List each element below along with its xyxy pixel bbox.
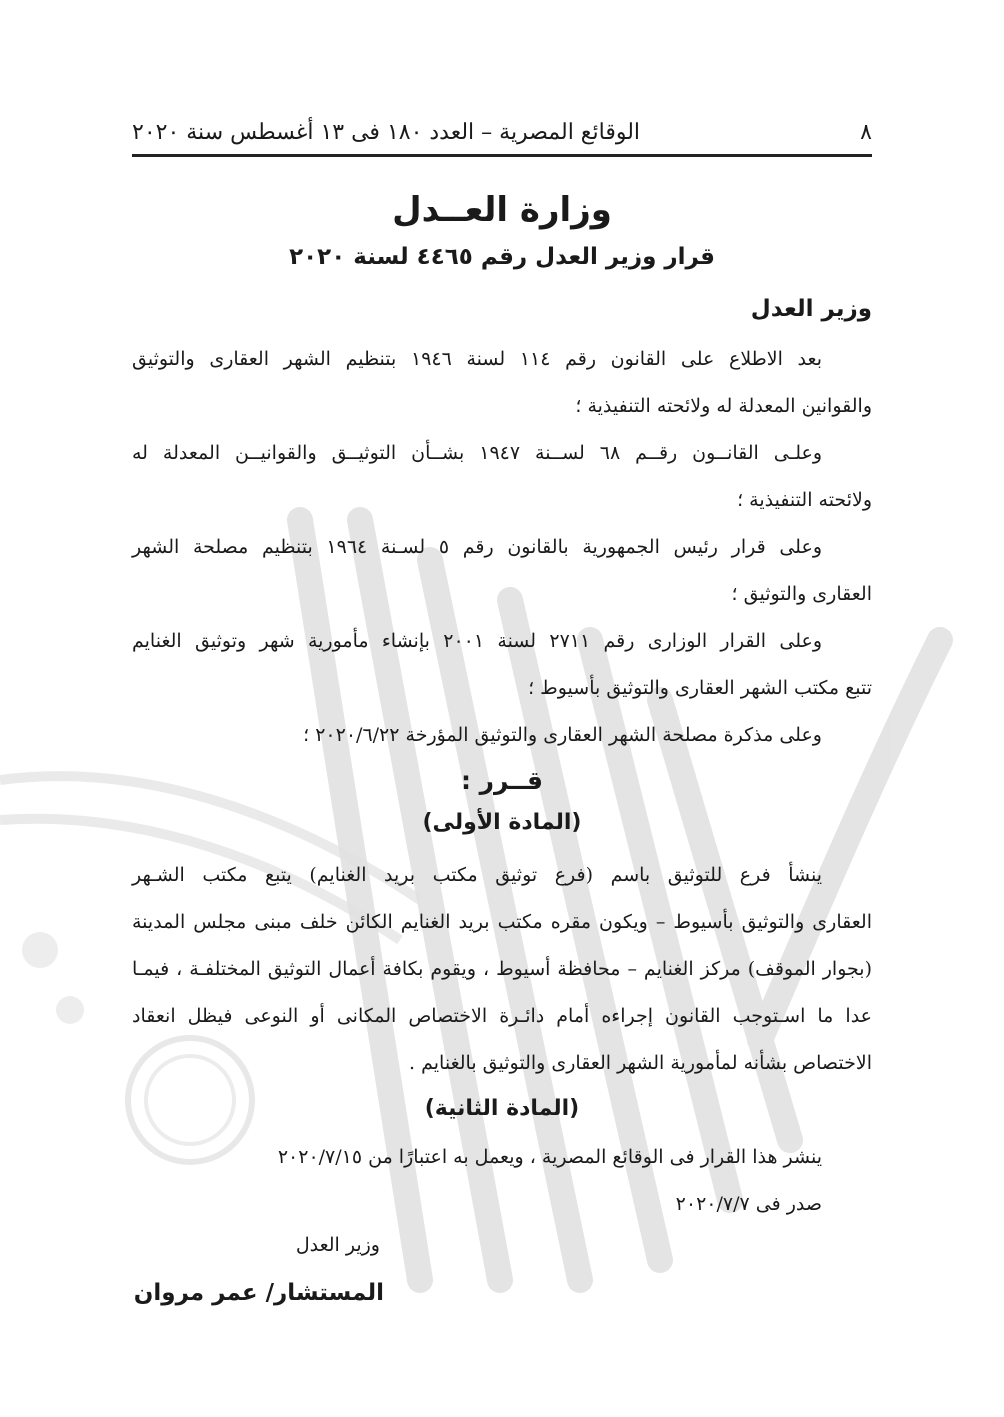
signer-title: وزير العدل xyxy=(295,1234,380,1256)
decided-label: قــرر : xyxy=(460,766,544,795)
preamble-paragraph-1 xyxy=(132,336,872,430)
article-1-title: (المادة الأولى) xyxy=(422,810,582,835)
preamble-line: وعلـى القانــون رقــم ٦٨ لســنة ١٩٤٧ بشــأن التوثيــق والقوانيــن المعدلة له xyxy=(132,442,822,464)
article-1-body xyxy=(132,852,872,1087)
issued-date-line: صدر فى ٢٠٢٠/٧/٧ xyxy=(675,1193,822,1215)
preamble-paragraph-2 xyxy=(132,430,872,524)
preamble-paragraph-3 xyxy=(132,524,872,618)
gazette-issue-line: الوقائع المصرية – العدد ١٨٠ فى ١٣ أغسطس سنة ٢٠٢٠ xyxy=(132,119,641,145)
article-1-text: العقارى والتوثيق بأسيوط – ويكون مقره مكتب بريد الغنايم الكائن خلف مبنى مجلس المدينة (بجوار الموقف) مركز الغنايم – محافظة أسيوط ، ويقوم بكافة أعمال التوثيق المختلفـة ، فيمـا عدا ما اسـتوجب القانون إجراءه أمام دائـرة الاختصاص المكانى أو النوعى فيظل انعقاد الاختصاص بشأنه لمأمورية الشهر العقارى والتوثيق بالغنايم . xyxy=(132,911,872,1074)
page-number: ٨ xyxy=(860,119,872,145)
article-2-title: (المادة الثانية) xyxy=(424,1096,580,1121)
preamble-line: بعد الاطلاع على القانون رقم ١١٤ لسنة ١٩٤٦ بتنظيم الشهر العقارى والتوثيق xyxy=(132,348,822,370)
preamble-line: وعلى القرار الوزارى رقم ٢٧١١ لسنة ٢٠٠١ بإنشاء مأمورية شهر وتوثيق الغنايم xyxy=(132,630,822,652)
article-2-body xyxy=(132,1134,872,1228)
running-header xyxy=(132,112,872,152)
signer-name: المستشار/ عمر مروان xyxy=(133,1280,384,1306)
preamble-paragraph-4 xyxy=(132,618,872,712)
minister-heading: وزير العدل xyxy=(750,296,872,322)
preamble-line: تتبع مكتب الشهر العقارى والتوثيق بأسيوط ؛ xyxy=(528,677,872,699)
article-2-line: ينشر هذا القرار فى الوقائع المصرية ، ويعمل به اعتبارًا من ٢٠٢٠/٧/١٥ xyxy=(277,1146,822,1168)
preamble-line: والقوانين المعدلة له ولائحته التنفيذية ؛ xyxy=(575,395,872,417)
preamble-line: وعلى قرار رئيس الجمهورية بالقانون رقم ٥ لسـنة ١٩٦٤ بتنظيم مصلحة الشهر xyxy=(132,536,822,558)
article-1-line: ينشأ فرع للتوثيق باسم (فرع توثيق مكتب بريد الغنايم) يتبع مكتب الشـهر xyxy=(132,864,822,886)
preamble-line: ولائحته التنفيذية ؛ xyxy=(737,489,872,511)
decree-title: قرار وزير العدل رقم ٤٤٦٥ لسنة ٢٠٢٠ xyxy=(289,244,715,270)
preamble-line: وعلى مذكرة مصلحة الشهر العقارى والتوثيق المؤرخة ٢٠٢٠/٦/٢٢ ؛ xyxy=(303,724,822,746)
preamble-paragraph-5 xyxy=(132,712,872,759)
preamble-line: العقارى والتوثيق ؛ xyxy=(731,583,872,605)
ministry-title: وزارة العــدل xyxy=(392,190,612,230)
header-divider xyxy=(132,154,872,157)
